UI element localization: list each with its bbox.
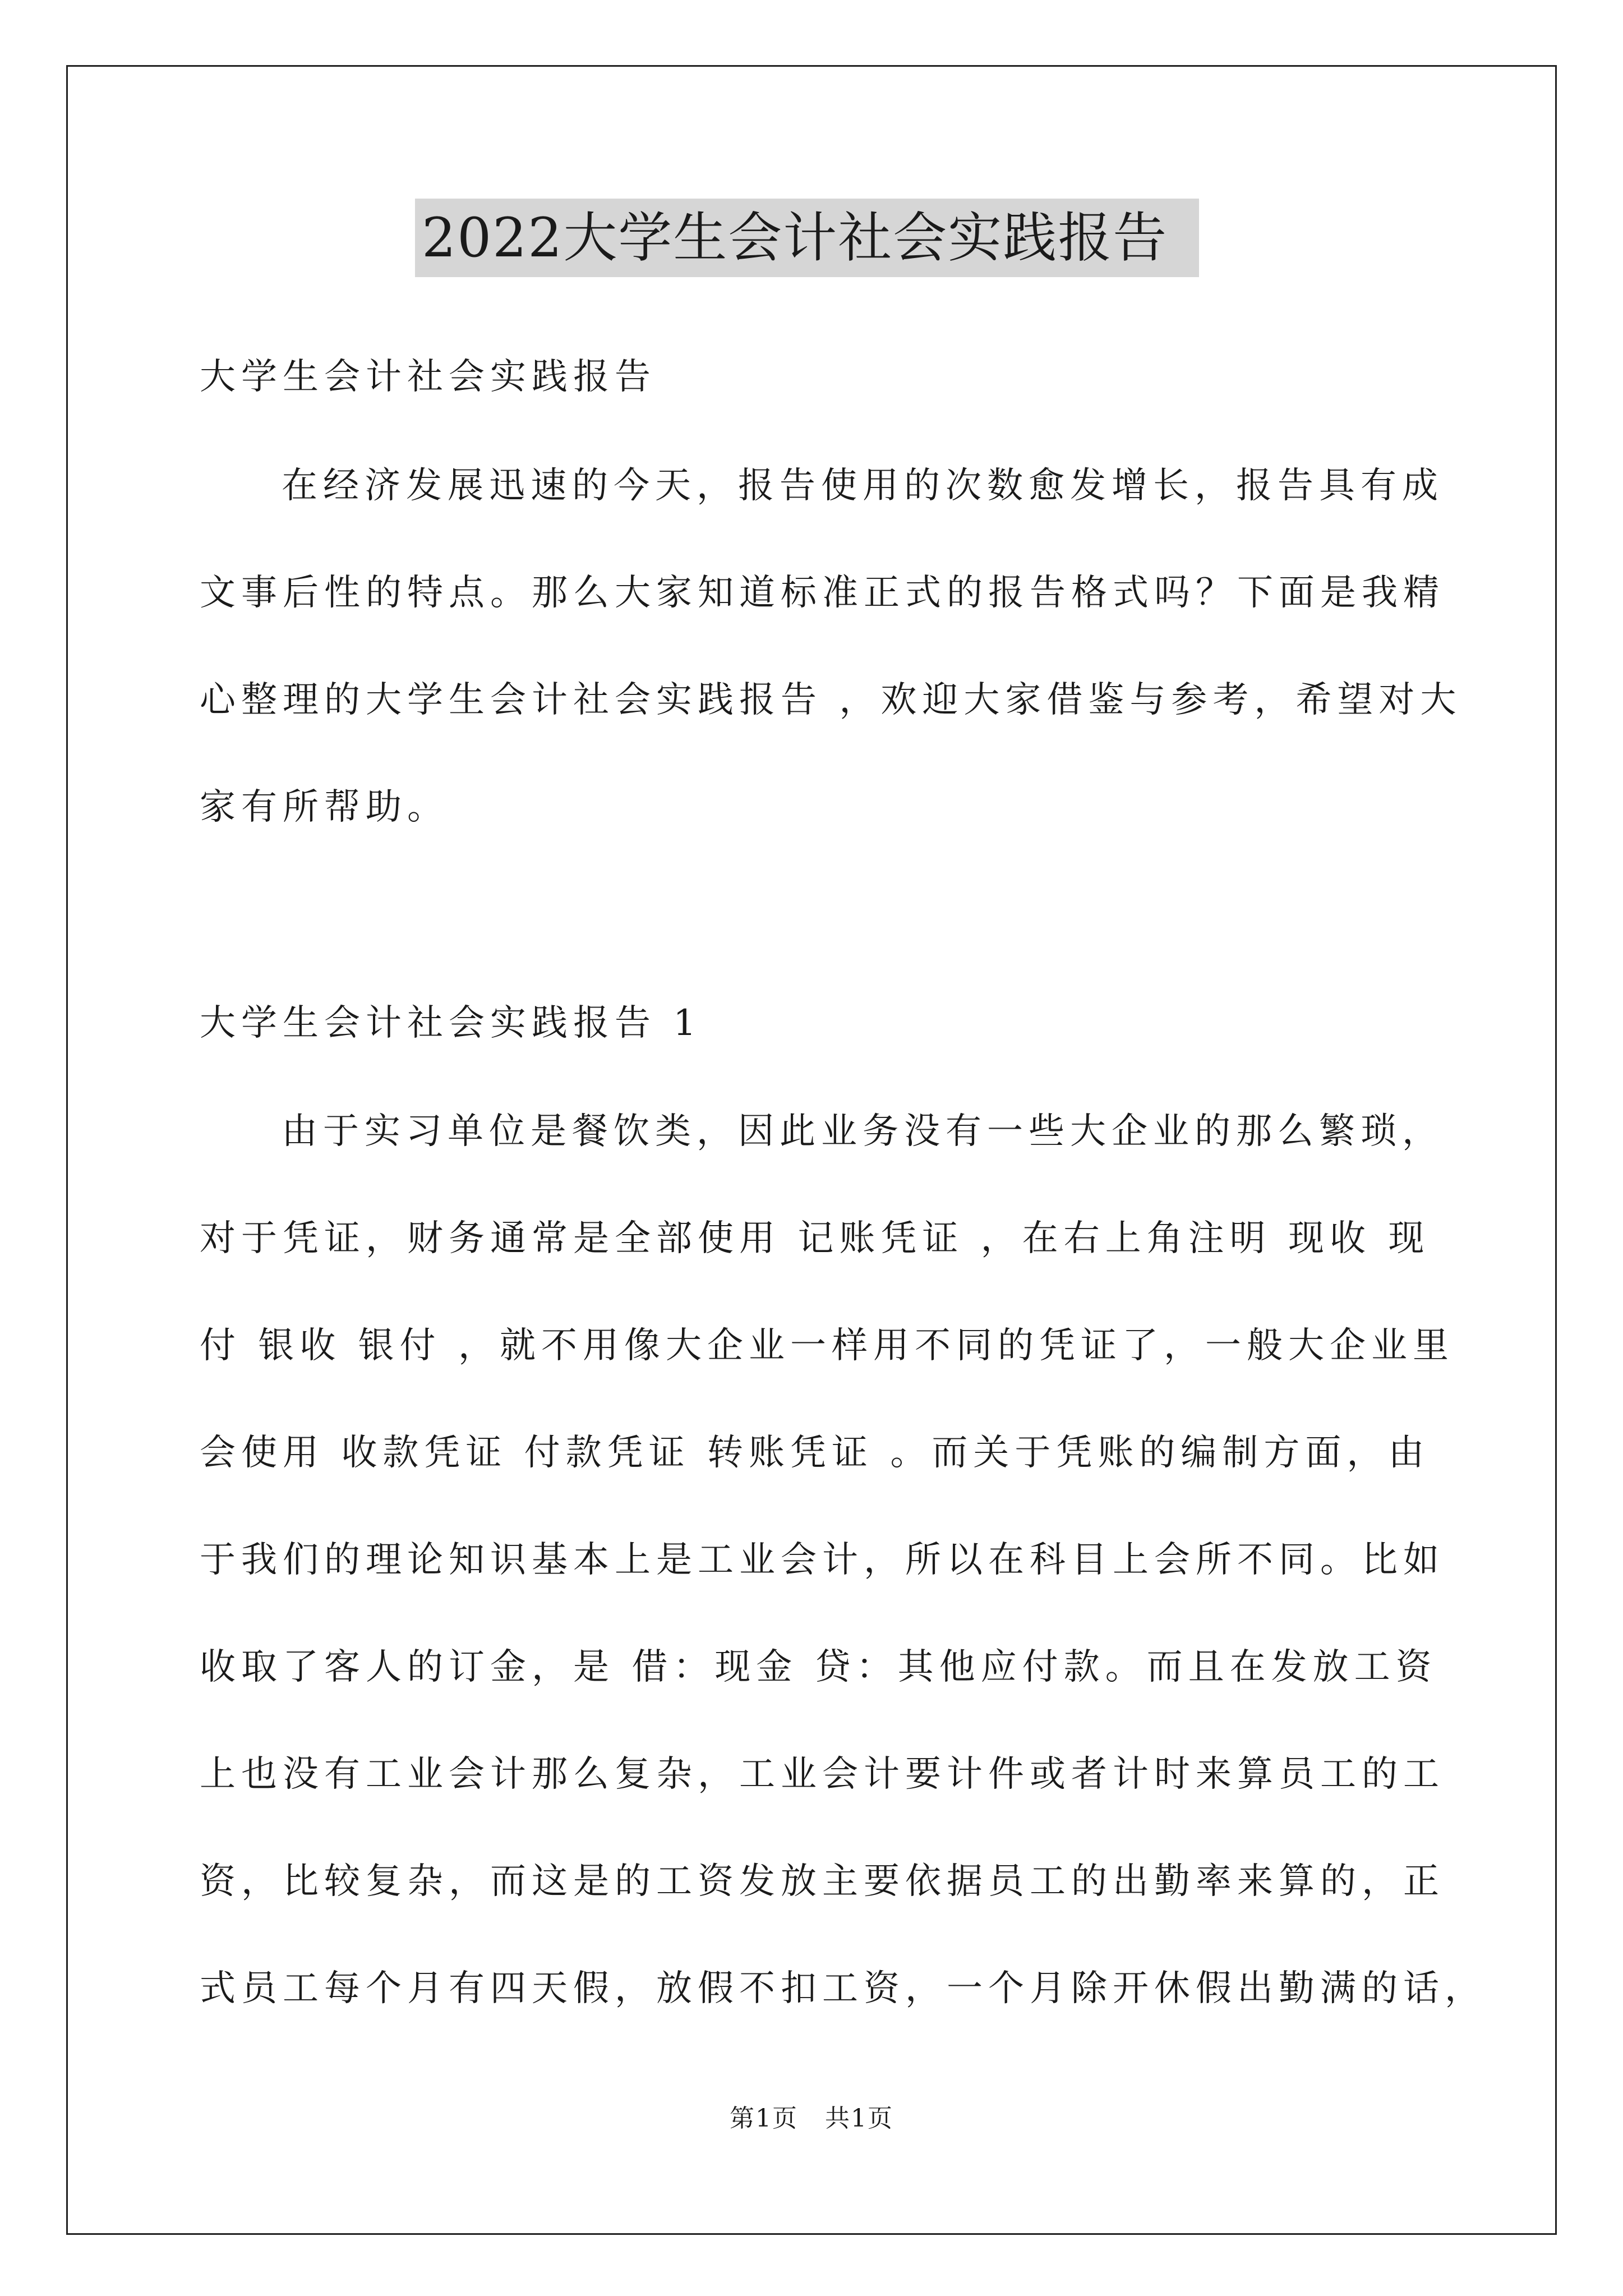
section-paragraph-line: 资，比较复杂，而这是的工资发放主要依据员工的出勤率来算的，正 — [200, 1861, 1445, 1902]
section-paragraph-line: 会使用 收款凭证 付款凭证 转账凭证 。而关于凭账的编制方面，由 — [200, 1432, 1430, 1474]
section-paragraph-line: 由于实习单位是餐饮类，因此业务没有一些大企业的那么繁琐， — [282, 1111, 1444, 1152]
section-paragraph-line: 对于凭证，财务通常是全部使用 记账凭证 ，在右上角注明 现收 现 — [200, 1218, 1430, 1259]
section-paragraph-line: 于我们的理论知识基本上是工业会计，所以在科目上会所不同。比如 — [200, 1539, 1445, 1581]
intro-paragraph-line: 文事后性的特点。那么大家知道标准正式的报告格式吗？下面是我精 — [200, 572, 1445, 614]
section-paragraph-line: 付 银收 银付 ，就不用像大企业一样用不同的凭证了，一般大企业里 — [200, 1325, 1455, 1366]
section-paragraph-line: 式员工每个月有四天假，放假不扣工资，一个月除开休假出勤满的话， — [200, 1968, 1486, 2009]
intro-heading: 大学生会计社会实践报告 — [200, 356, 656, 398]
document-title: 2022大学生会计社会实践报告 — [415, 199, 1199, 277]
intro-paragraph-line: 家有所帮助。 — [200, 786, 449, 828]
section-paragraph-line: 上也没有工业会计那么复杂，工业会计要计件或者计时来算员工的工 — [200, 1754, 1445, 1795]
intro-paragraph-line: 心整理的大学生会计社会实践报告 ，欢迎大家借鉴与参考，希望对大 — [200, 679, 1462, 721]
page-number: 第1页 共1页 — [730, 2104, 893, 2133]
section-heading: 大学生会计社会实践报告 1 — [200, 1002, 702, 1044]
section-paragraph-line: 收取了客人的订金，是 借：现金 贷：其他应付款。而且在发放工资 — [200, 1646, 1437, 1688]
intro-paragraph-line: 在经济发展迅速的今天，报告使用的次数愈发增长，报告具有成 — [282, 465, 1444, 507]
